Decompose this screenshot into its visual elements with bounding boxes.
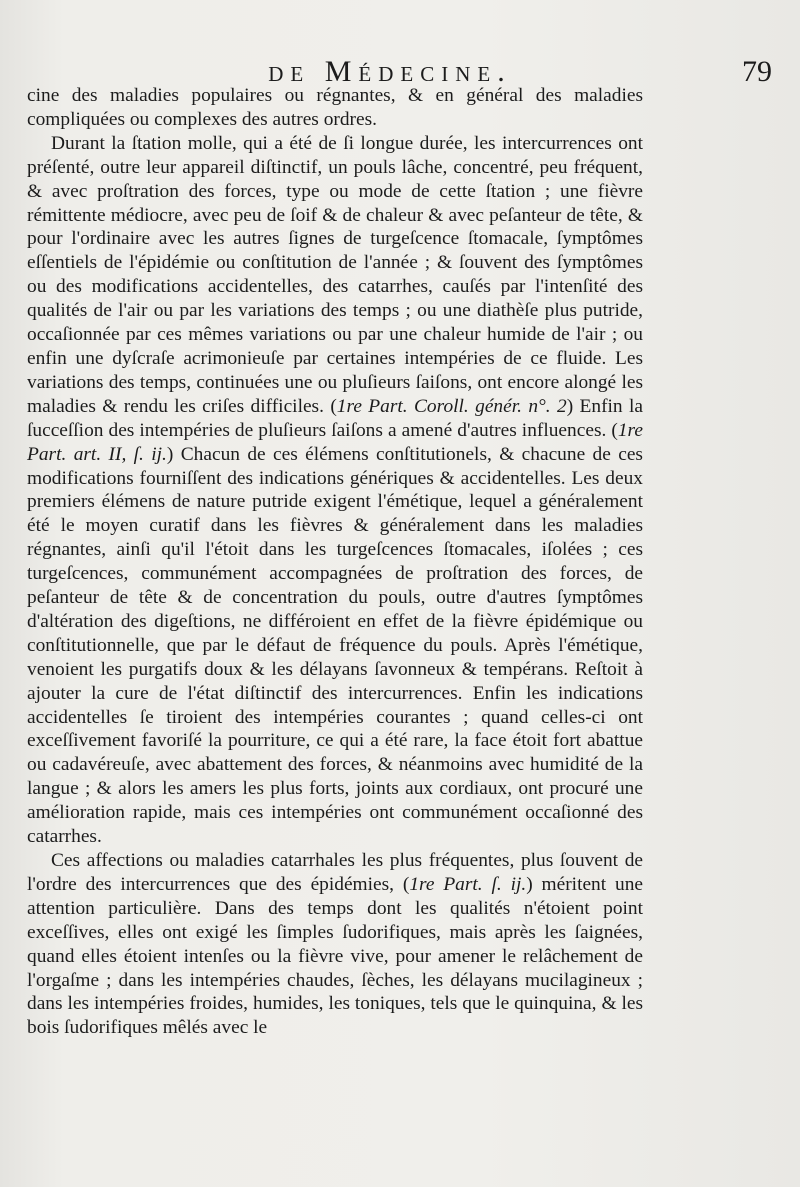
text-run: ) Chacun de ces élémens conſtitutionels, & chacune de ces modifications fourniſſent des indications génériques & accidentelles. Les deux premiers élémens de nature putride exigent l'émétique, lequel a généralement été le moyen curatif dans les fièvres & généralement dans les maladies régnantes, ainſi qu'il l'étoit dans les turgeſcences ſtomacales, iſolées ; ces turgeſcences, communément accompagnées de proſtration des forces, de peſanteur de tête & de concentration du pouls, outre d'autres ſymptômes d'altération des digeſtions, ne différoient en effet de la fièvre épidémique ou conſtitutionnelle, que par le défaut de fréquence du pouls. Après l'émétique, venoient les purgatifs doux & les délayans ſavonneux & tempérans. Reſtoit à ajouter la cure de l'état diſtinctif des intercurrences. Enfin les indications accidentelles ſe tiroient des intempéries courantes ; quand celles-ci ont exceſſivement favoriſé la pourriture, ce qui a été rare, la face étoit fort abattue ou cadavéreuſe, avec abattement des forces, & néanmoins avec humidité de la langue ; & alors les amers les plus forts, joints aux cordiaux, ont procuré une amélioration rapide, mais ces intempéries ont communément occaſionné des catarrhes. [27,443,643,848]
text-run: Durant la ſtation molle, qui a été de ſi longue durée, les intercurrences ont préſenté, outre leur appareil diſtinctif, un pouls lâche, concentré, peu fréquent, & avec proſtration des forces, type ou mode de cette ſtation ; une fièvre rémittente médiocre, avec peu de ſoif & de chaleur & avec peſanteur de tête, & pour l'ordinaire avec les autres ſignes de turgeſcence ſtomacale, ſymptômes eſſentiels de l'épidémie ou conſtitution de l'année ; & ſouvent des ſymptômes ou des modifications accidentelles, des catarrhes, cauſés par l'intenſité des qualités de l'air ou par les variations des temps ; ou une diathèſe plus putride, occaſionnée par ces mêmes variations ou par une chaleur humide de l'air ; ou enfin une dyſcraſe acrimonieuſe par certaines intempéries de ce fluide. Les variations des temps, continuées une ou pluſieurs ſaiſons, ont encore alongé les maladies & rendu les criſes difficiles. ( [27,132,643,417]
body-text [27,84,643,1040]
running-title: de Médecine. [268,55,512,88]
paragraph [27,84,643,132]
text-run: ) Enfin la ſucceſſion des intempéries de pluſieurs ſaiſons a amené d'autres influences. ( [27,395,643,441]
citation-reference: 1re Part. art. II, ſ. ij. [27,419,643,465]
paragraph [27,849,643,1040]
citation-reference: 1re Part. Coroll. génér. n°. 2 [336,395,567,417]
text-run: cine des maladies populaires ou régnantes, & en général des maladies compliquées ou complexes des autres ordres. [27,85,643,130]
text-run: Ces affections ou maladies catarrhales les plus fréquentes, plus ſouvent de l'ordre des intercurrences que des épidémies, ( [27,850,643,895]
page-number: 79 [742,55,772,88]
paragraph [27,132,643,849]
citation-reference: 1re Part. ſ. ij. [409,873,527,895]
text-run: ) méritent une attention particulière. Dans des temps dont les qualités n'étoient point exceſſives, elles ont exigé les ſimples ſudorifiques, mais après les ſaignées, quand elles étoient intenſes ou la fièvre vive, pour amener le relâchement de l'orgaſme ; dans les intempéries chaudes, ſèches, les délayans mucilagineux ; dans les intempéries froides, humides, les toniques, tels que le quinquina, & les bois ſudorifiques mêlés avec le [27,873,643,1039]
